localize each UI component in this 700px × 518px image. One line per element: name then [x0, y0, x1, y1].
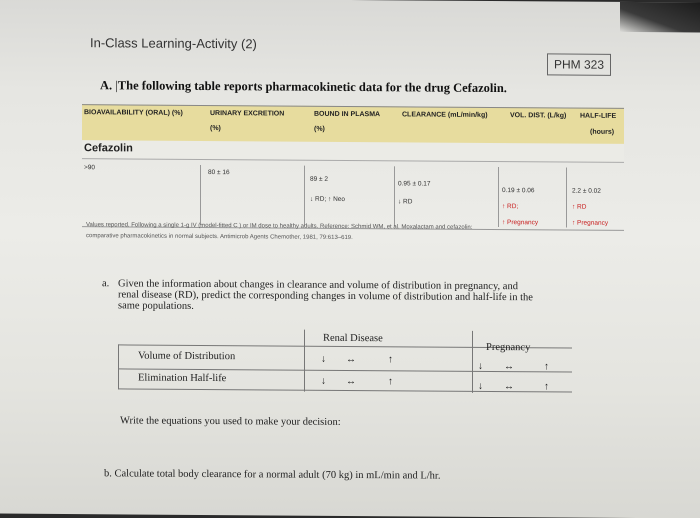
val-bound-in-plasma: 89 ± 2	[310, 175, 329, 183]
note-vd-pregnancy: ↑ Pregnancy	[502, 219, 539, 227]
col-divider	[200, 165, 201, 225]
question-a-label: a.	[102, 278, 110, 290]
background-corner	[620, 2, 700, 33]
question-a-line-1: Given the information about changes in clearance and volume of distribution in pregnancy, and	[118, 278, 518, 293]
vd-preg-nochange-option[interactable]: ↔	[504, 361, 514, 373]
prediction-table	[118, 328, 572, 393]
reference-line-2: comparative pharmacokinetics in normal subjects. Antimicrob Agents Chemother, 1981, 79:613–619.	[86, 233, 353, 242]
val-clearance: 0.95 ± 0.17	[398, 180, 431, 188]
val-bioavailability: >90	[84, 164, 96, 172]
col-divider	[498, 167, 499, 227]
equations-prompt: Write the equations you used to make your decision:	[120, 415, 341, 428]
col-clearance: CLEARANCE (mL/min/kg)	[402, 111, 488, 119]
vd-rd-increase-option[interactable]: ↑	[388, 354, 393, 366]
hl-rd-increase-option[interactable]: ↑	[388, 376, 393, 388]
col-vol-dist: VOL. DIST. (L/kg)	[510, 112, 567, 120]
val-vol-dist: 0.19 ± 0.06	[502, 187, 535, 195]
hl-preg-increase-option[interactable]: ↑	[544, 381, 549, 393]
val-urinary-excretion: 80 ± 16	[208, 169, 230, 177]
section-a-marker: A.	[100, 78, 113, 93]
header-renal-disease: Renal Disease	[323, 332, 383, 345]
note-bound: ↓ RD; ↑ Neo	[310, 195, 346, 203]
drug-name: Cefazolin	[84, 142, 133, 155]
vd-rd-nochange-option[interactable]: ↔	[346, 353, 356, 366]
col-half-life-unit: (hours)	[590, 128, 615, 136]
note-vd-rd: ↑ RD;	[502, 203, 519, 211]
col-divider	[566, 168, 567, 228]
hl-rd-nochange-option[interactable]: ↔	[346, 375, 356, 388]
table-divider	[304, 330, 305, 392]
table-divider	[472, 331, 473, 393]
reference-line-1: Values reported. Following a single 1-g IV (model-fitted C ) or IM dose to healthy adults. Reference: Schmid WM, et al. Moxalactam and cefazolin:	[86, 222, 473, 231]
hl-preg-decrease-option[interactable]: ↓	[478, 380, 483, 392]
val-half-life: 2.2 ± 0.02	[572, 187, 601, 195]
pk-table	[82, 104, 624, 236]
header-pregnancy: Pregnancy	[486, 341, 531, 354]
col-half-life: HALF-LIFE	[580, 112, 617, 120]
col-divider	[394, 166, 395, 226]
hl-rd-decrease-option[interactable]: ↓	[321, 375, 326, 387]
question-b-text: Calculate total body clearance for a normal adult (70 kg) in mL/min and L/hr.	[114, 468, 441, 482]
question-a-line-3: same populations.	[118, 300, 194, 312]
worksheet-title: In-Class Learning-Activity (2)	[90, 35, 257, 52]
vd-rd-decrease-option[interactable]: ↓	[321, 353, 326, 365]
col-urinary-unit: (%)	[210, 125, 221, 133]
col-bound-unit: (%)	[314, 125, 325, 133]
note-hl-pregnancy: ↑ Pregnancy	[572, 219, 609, 227]
question-b	[104, 468, 440, 481]
reference-note	[86, 220, 646, 246]
question-a	[102, 278, 632, 315]
question-b-label: b.	[104, 468, 112, 480]
col-bioavailability: BIOAVAILABILITY (ORAL) (%)	[84, 109, 183, 117]
table-divider	[118, 344, 119, 389]
pk-table-header	[82, 104, 624, 146]
text-cursor: |	[115, 78, 118, 93]
vd-preg-decrease-option[interactable]: ↓	[478, 360, 483, 372]
col-urinary-excretion: URINARY EXCRETION	[210, 110, 285, 118]
note-hl-rd: ↑ RD	[572, 203, 587, 211]
row-label-vd: Volume of Distribution	[138, 350, 236, 363]
course-code-box: PHM 323	[547, 53, 611, 75]
row-label-half-life: Elimination Half-life	[138, 372, 227, 385]
hl-preg-nochange-option[interactable]: ↔	[504, 381, 514, 393]
vd-preg-increase-option[interactable]: ↑	[544, 361, 549, 373]
section-a-heading	[100, 78, 507, 96]
section-a-text: The following table reports pharmacokinetic data for the drug Cefazolin.	[117, 78, 507, 96]
col-divider	[304, 166, 305, 226]
note-clearance: ↓ RD	[398, 198, 413, 206]
col-bound-in-plasma: BOUND IN PLASMA	[314, 110, 381, 119]
question-a-line-2: renal disease (RD), predict the corresponding changes in volume of distribution and half-life in the	[118, 289, 533, 304]
